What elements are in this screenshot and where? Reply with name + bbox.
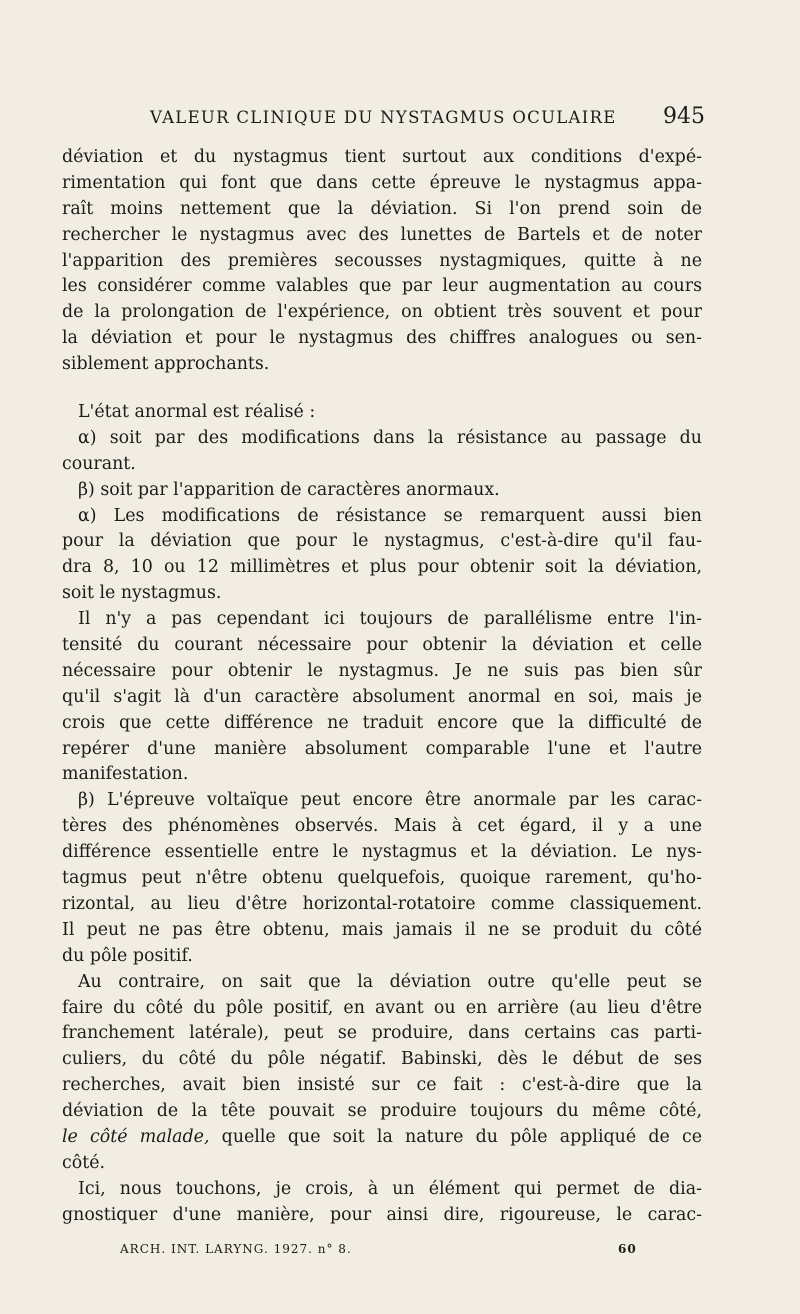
text-line: déviation et du nystagmus tient surtout aux conditions d'expé- [62, 147, 702, 167]
journal-citation: ARCH. INT. LARYNG. 1927. n° 8. [120, 1242, 352, 1256]
text-line: côté. [62, 1152, 106, 1173]
page-number: 945 [663, 104, 705, 129]
text-line: nécessaire pour obtenir le nystagmus. Je ne suis pas bien sûr [62, 660, 702, 681]
text-line: tères des phénomènes observés. Mais à cet égard, il y a une [62, 816, 702, 837]
text-line: repérer d'une manière absolument comparable l'une et l'autre [62, 738, 702, 759]
text-line: Il n'y a pas cependant ici toujours de parallélisme entre l'in- [78, 609, 702, 630]
text-line: qu'il s'agit là d'un caractère absolument anormal en soi, mais je [62, 686, 702, 707]
text-line: rizontal, au lieu d'être horizontal-rotatoire comme classiquement. [62, 893, 702, 914]
text-line: différence essentielle entre le nystagmus et la déviation. Le nys- [62, 842, 702, 863]
text-line: rimentation qui font que dans cette épreuve le nystagmus appa- [62, 172, 702, 193]
text-line: gnostiquer d'une manière, pour ainsi dire, rigoureuse, le carac- [62, 1204, 702, 1225]
line-remainder: quelle que soit la nature du pôle appliqué de ce [209, 1126, 702, 1147]
signature-mark: 60 [618, 1242, 637, 1256]
italic-phrase: le côté malade, [62, 1126, 210, 1147]
text-line: β) L'épreuve voltaïque peut encore être anormale par les carac- [78, 790, 702, 811]
page-header [0, 96, 800, 136]
text-line: les considérer comme valables que par leur augmentation au cours [62, 276, 702, 297]
text-line: crois que cette différence ne traduit encore que la difficulté de [62, 712, 702, 733]
text-line: du pôle positif. [62, 945, 193, 966]
text-line: pour la déviation que pour le nystagmus, c'est-à-dire qu'il fau- [62, 531, 702, 552]
text-line: de la prolongation de l'expérience, on obtient très souvent et pour [62, 302, 702, 323]
text-line: tagmus peut n'être obtenu quelquefois, quoique rarement, qu'ho- [62, 868, 702, 889]
text-line: Ici, nous touchons, je crois, à un élément qui permet de dia- [78, 1178, 702, 1199]
text-line: siblement approchants. [62, 354, 270, 375]
text-line: Au contraire, on sait que la déviation outre qu'elle peut se [78, 971, 702, 992]
text-line: β) soit par l'apparition de caractères anormaux. [78, 479, 500, 500]
text-line: α) soit par des modifications dans la résistance au passage du [78, 427, 702, 448]
paragraph-gap [62, 378, 702, 400]
text-line: franchement latérale), peut se produire, dans certains cas parti- [62, 1023, 702, 1044]
running-title: VALEUR CLINIQUE DU NYSTAGMUS OCULAIRE [150, 108, 617, 127]
text-line: rechercher le nystagmus avec des lunettes de Bartels et de noter [62, 224, 702, 245]
text-line: Il peut ne pas être obtenu, mais jamais il ne se produit du côté [62, 919, 702, 940]
text-line: α) Les modifications de résistance se remarquent aussi bien [78, 505, 702, 526]
text-line: déviation de la tête pouvait se produire toujours du même côté, [62, 1101, 702, 1122]
text-line: tensité du courant nécessaire pour obtenir la déviation et celle [62, 635, 702, 656]
text-line: courant. [62, 453, 136, 474]
text-line [62, 1125, 702, 1151]
text-line: culiers, du côté du pôle négatif. Babinski, dès le début de ses [62, 1049, 702, 1070]
page-footer [0, 1238, 800, 1262]
text-line: manifestation. [62, 764, 189, 785]
text-line: L'état anormal est réalisé : [78, 402, 316, 423]
text-line: soit le nystagmus. [62, 583, 222, 604]
text-line: la déviation et pour le nystagmus des chiffres analogues ou sen- [62, 328, 702, 349]
text-line: faire du côté du pôle positif, en avant ou en arrière (au lieu d'être [62, 997, 702, 1018]
text-line: raît moins nettement que la déviation. Si l'on prend soin de [62, 198, 702, 219]
text-line: dra 8, 10 ou 12 millimètres et plus pour obtenir soit la déviation, [62, 557, 702, 578]
text-line: recherches, avait bien insisté sur ce fait : c'est-à-dire que la [62, 1075, 702, 1096]
body-text [62, 145, 702, 1229]
text-line: l'apparition des premières secousses nystagmiques, quitte à ne [62, 250, 702, 271]
